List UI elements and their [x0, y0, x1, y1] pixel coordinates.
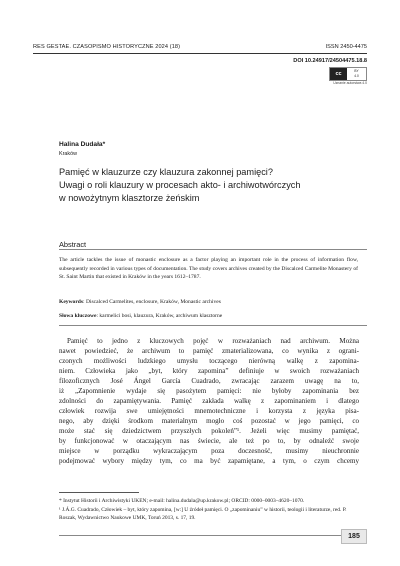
title-line-3: w nowożytnym klasztorze żeńskim: [59, 193, 200, 203]
body-line: nego, aby dzięki środkom materialnym mogło coś pozostać w jego pamięci, co: [59, 417, 359, 425]
cc-by-license-badge[interactable]: [329, 67, 367, 81]
title-line-1: Pamięć w klauzurze czy klauzura zakonnej pamięci?: [59, 167, 273, 177]
abstract-divider: [59, 249, 367, 250]
keywords-text: : Discalced Carmelites, enclosure, Kraków, Monastic archives: [83, 299, 221, 305]
keywords-label: Keywords: [59, 299, 84, 305]
slowa-label: Słowa kluczowe: [59, 313, 97, 319]
body-line: by funkcjonować w otaczającym nas świecie, ale też po to, by odnaleźć swoje: [59, 437, 359, 445]
cc-logo-icon: cc: [330, 68, 347, 80]
license-text: Uznanie autorstwa 4.0: [333, 81, 367, 85]
body-line: zdolności do zapamiętywania. Pamięć zakłada walkę z zapominaniem i dlatego: [59, 397, 359, 405]
keywords: [59, 298, 358, 307]
footnote-divider: [59, 492, 139, 493]
body-line: nawet powiedzieć, że archiwum to pamięć zmaterializowana, co wynika z ograni-: [59, 347, 359, 355]
footnotes: [59, 497, 359, 524]
keywords-divider: [59, 325, 367, 326]
body-line: miejsce w porządku wykraczającym poza doczesność, musimy nieuchronnie: [59, 447, 359, 455]
author-affiliation: Kraków: [59, 151, 77, 157]
header-divider: [33, 53, 367, 54]
cc-by-label: BY: [354, 69, 359, 73]
by-icon: [348, 69, 365, 79]
doi-link[interactable]: DOI 10.24917/24504475.18.8: [293, 58, 367, 64]
body-line: może stać się dziedzictwem przyszłych pokoleń”¹. Jeżeli więc musimy pamiętać,: [59, 427, 359, 435]
footnote-author: * Instytut Historii i Archiwistyki UKEN; e-mail: halina.dudala@up.krakow.pl; ORCID: 0000–0003–4620–1070.: [59, 498, 305, 504]
body-line: podejmować wybory między tym, co ma być zapamiętane, a tym, o czym chcemy: [59, 457, 359, 465]
abstract-heading: Abstract: [59, 240, 87, 249]
author-name: Halina Dudała*: [59, 141, 106, 148]
journal-title: RES GESTAE. CZASOPISMO HISTORYCZNE 2024 (18): [33, 44, 181, 50]
footer-divider: [59, 535, 367, 536]
body-line: czonych możliwości ludzkiego umysłu toczącego nierówną walkę z zapomina-: [59, 357, 359, 365]
body-line: iż „Zapomnienie wydaje się pasożytem pamięci: nie byłoby zapominania bez: [59, 387, 359, 395]
body-line: Pamięć to jedno z kluczowych pojęć w rozważaniach nad archiwum. Można: [67, 337, 359, 345]
page-number: 185: [341, 529, 367, 544]
title-line-2: Uwagi o roli klauzury w procesach akto- i archiwotwórczych: [59, 180, 301, 190]
abstract-text: The article tackles the issue of monastic enclosure as a factor playing an important role in the process of information flow, subsequently recorded in various types of documentation. The study covers archives created by the Discalced Carmelite Monastery of St. Saint Martin that existed in Kraków in the years 1612–1787.: [59, 257, 358, 281]
cc-version-label: 4.0: [354, 74, 359, 78]
issn: ISSN 2450-4475: [325, 44, 367, 50]
article-title: [59, 166, 359, 205]
body-line: niem. Człowieka jako „byt, który zapomina” definiuje w swoich rozważaniach: [59, 367, 359, 375]
body-line: człowiek rozwija swe umiejętności mnemotechniczne i korzysta z języka pisa-: [59, 407, 359, 415]
slowa-kluczowe: [59, 312, 358, 321]
body-line: filozoficznych José Ángel García Cuadrado, zwracając zarazem uwagę na to,: [59, 377, 359, 385]
body-text: [59, 336, 359, 466]
footnote-1: ¹ J.Á.G. Cuadrado, Człowiek – byt, który zapomina, [w:] U źródeł pamięci. O „zapominaniu” w historii, teologii i literaturze, red. P. Roszak, Wydawnictwo Naukowe UMK, Toruń 2013, s. 17, 19.: [59, 507, 347, 522]
slowa-text: : karmelici bosi, klauzura, Kraków, archiwum klasztorne: [96, 313, 223, 319]
